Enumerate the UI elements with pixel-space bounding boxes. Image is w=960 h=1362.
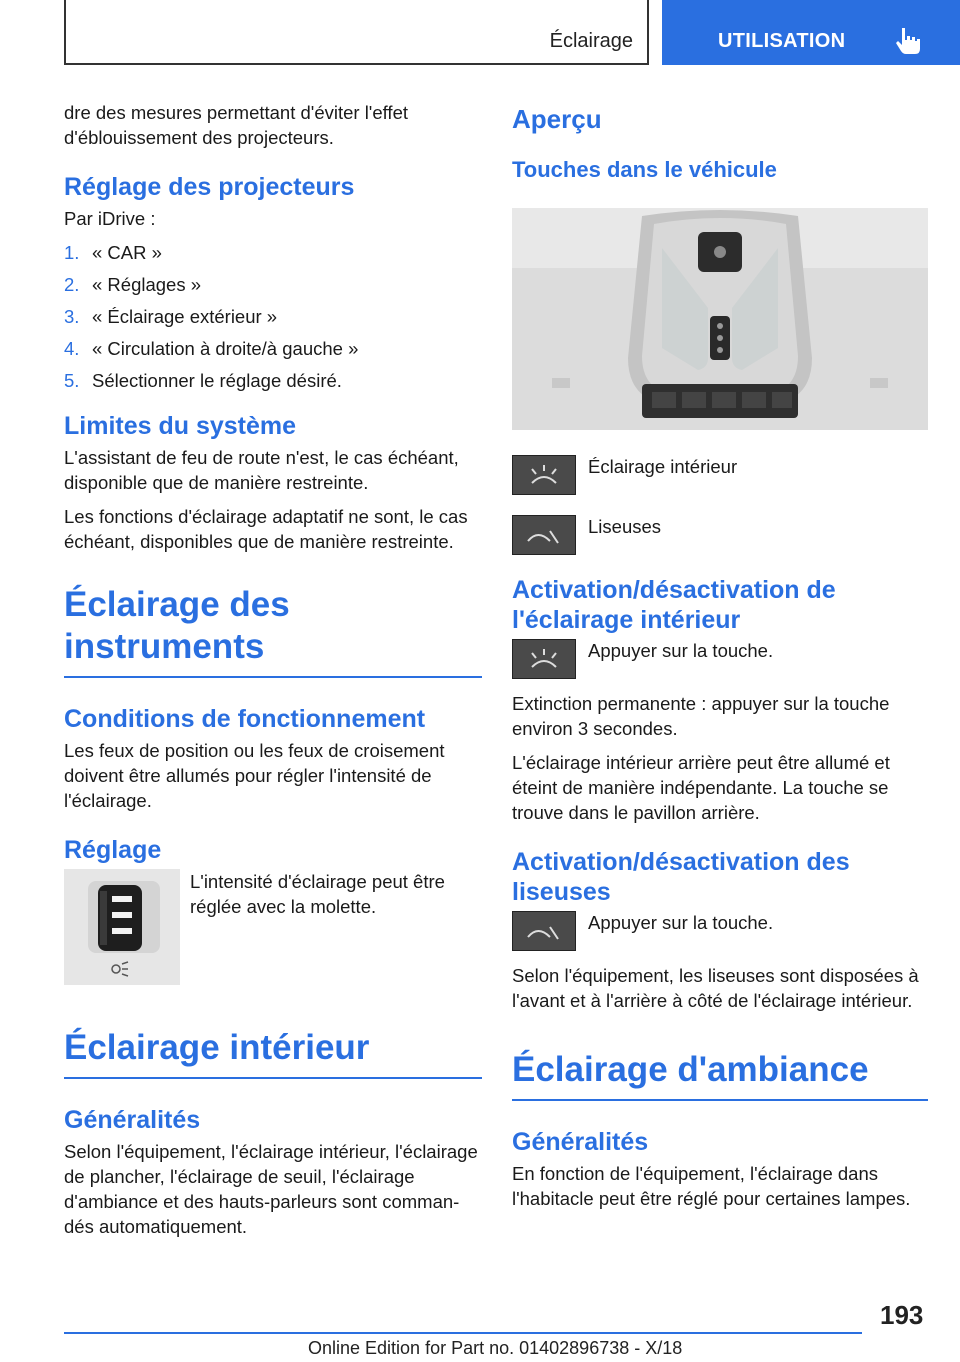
heading-touches: Touches dans le véhicule bbox=[512, 157, 777, 182]
heading-limites: Limites du système bbox=[64, 412, 297, 440]
conditions-paragraph: Les feux de position ou les feux de croisement doivent être allumés pour régler l'intensité de l'éclairage. bbox=[64, 740, 445, 811]
heading-apercu: Aperçu bbox=[512, 104, 602, 134]
heading-generalites-interieur: Généralités bbox=[64, 1106, 201, 1134]
key-reading-light-row bbox=[512, 515, 928, 555]
generalites-ambiance-paragraph: En fonction de l'équipement, l'éclairage dans l'habitacle peut être réglé pour certaines lampes. bbox=[512, 1163, 911, 1209]
interior-light-icon bbox=[512, 455, 576, 495]
list-item bbox=[64, 240, 482, 265]
reading-light-icon bbox=[512, 515, 576, 555]
list-item bbox=[64, 336, 482, 361]
roof-console-image bbox=[512, 208, 928, 430]
header-section-title: Éclairage bbox=[549, 30, 633, 52]
header-section-box bbox=[64, 0, 649, 65]
heading-eclairage-interieur: Éclairage intérieur bbox=[64, 1027, 482, 1079]
activation-interieur-row bbox=[512, 639, 928, 679]
step-text: « Réglages » bbox=[92, 274, 202, 295]
limites-paragraph-1: L'assistant de feu de route n'est, le cas échéant, disponible que de manière restreinte. bbox=[64, 447, 459, 493]
key-reading-light-label: Liseuses bbox=[588, 516, 662, 537]
heading-eclairage-instruments: Éclairage des instruments bbox=[64, 584, 482, 678]
heading-conditions: Conditions de fonctionnement bbox=[64, 705, 426, 733]
idrive-lead: Par iDrive : bbox=[64, 208, 156, 229]
list-item bbox=[64, 304, 482, 329]
dimmer-wheel-image bbox=[64, 869, 180, 985]
step-number: 2. bbox=[64, 274, 80, 295]
key-interior-light-label: Éclairage intérieur bbox=[588, 456, 738, 477]
idrive-steps bbox=[64, 240, 482, 393]
heading-generalites-ambiance: Généralités bbox=[512, 1128, 649, 1156]
step-text: « CAR » bbox=[92, 242, 162, 263]
activation-interieur-paragraph-1: Extinction permanente : appuyer sur la touche environ 3 secondes. bbox=[512, 693, 890, 739]
limites-paragraph-2: Les fonctions d'éclairage adaptatif ne sont, le cas échéant, disponibles que de manière restreinte. bbox=[64, 506, 468, 552]
footer-edition: Online Edition for Part no. 01402896738 - X/18 bbox=[308, 1338, 683, 1358]
header-chapter-label: UTILISATION bbox=[718, 30, 846, 52]
heading-reglage: Réglage bbox=[64, 836, 162, 864]
intro-paragraph: dre des mesures permettant d'éviter l'effet d'éblouissement des projecteurs. bbox=[64, 102, 409, 148]
step-number: 4. bbox=[64, 338, 80, 359]
step-text: Sélectionner le réglage désiré. bbox=[92, 370, 342, 391]
heading-reglage-projecteurs: Réglage des projecteurs bbox=[64, 173, 355, 201]
step-number: 3. bbox=[64, 306, 80, 327]
right-column bbox=[512, 100, 928, 1220]
activation-interieur-paragraph-2: L'éclairage intérieur arrière peut être allumé et éteint de manière indépendante. La touche se trouve dans le pavillon arrière. bbox=[512, 752, 890, 823]
heading-eclairage-ambiance: Éclairage d'ambiance bbox=[512, 1049, 928, 1101]
step-number: 5. bbox=[64, 370, 80, 391]
reglage-row bbox=[64, 869, 482, 985]
step-number: 1. bbox=[64, 242, 80, 263]
step-text: « Circulation à droite/à gauche » bbox=[92, 338, 359, 359]
list-item bbox=[64, 272, 482, 297]
reglage-text: L'intensité d'éclairage peut être réglée avec la molette. bbox=[190, 871, 445, 917]
activation-interieur-key-text: Appuyer sur la touche. bbox=[588, 640, 774, 661]
dimmer-wheel-icon bbox=[64, 869, 180, 985]
heading-activation-interieur: Activation/désactivation de l'éclairage intérieur bbox=[512, 576, 836, 634]
header-chapter-tab[interactable] bbox=[662, 0, 960, 65]
key-interior-light-row bbox=[512, 455, 928, 495]
footer-divider bbox=[64, 1332, 862, 1334]
reading-light-icon bbox=[512, 911, 576, 951]
activation-liseuses-key-text: Appuyer sur la touche. bbox=[588, 912, 774, 933]
page-number: 193 bbox=[880, 1300, 924, 1330]
activation-liseuses-paragraph: Selon l'équipement, les liseuses sont disposées à l'avant et à l'arrière à côté de l'éclairage intérieur. bbox=[512, 965, 919, 1011]
heading-activation-liseuses: Activation/désactivation des liseuses bbox=[512, 848, 850, 906]
left-column bbox=[64, 100, 482, 1248]
activation-liseuses-row bbox=[512, 911, 928, 951]
generalites-interieur-paragraph: Selon l'équipement, l'éclairage intérieur, l'éclairage de plancher, l'éclairage de seuil, l'éclairage d'ambiance et des hauts-parleurs sont commandés automatiquement. bbox=[64, 1141, 478, 1237]
interior-light-icon bbox=[512, 639, 576, 679]
pointing-hand-icon bbox=[894, 26, 922, 56]
step-text: « Éclairage extérieur » bbox=[92, 306, 278, 327]
list-item bbox=[64, 368, 482, 393]
